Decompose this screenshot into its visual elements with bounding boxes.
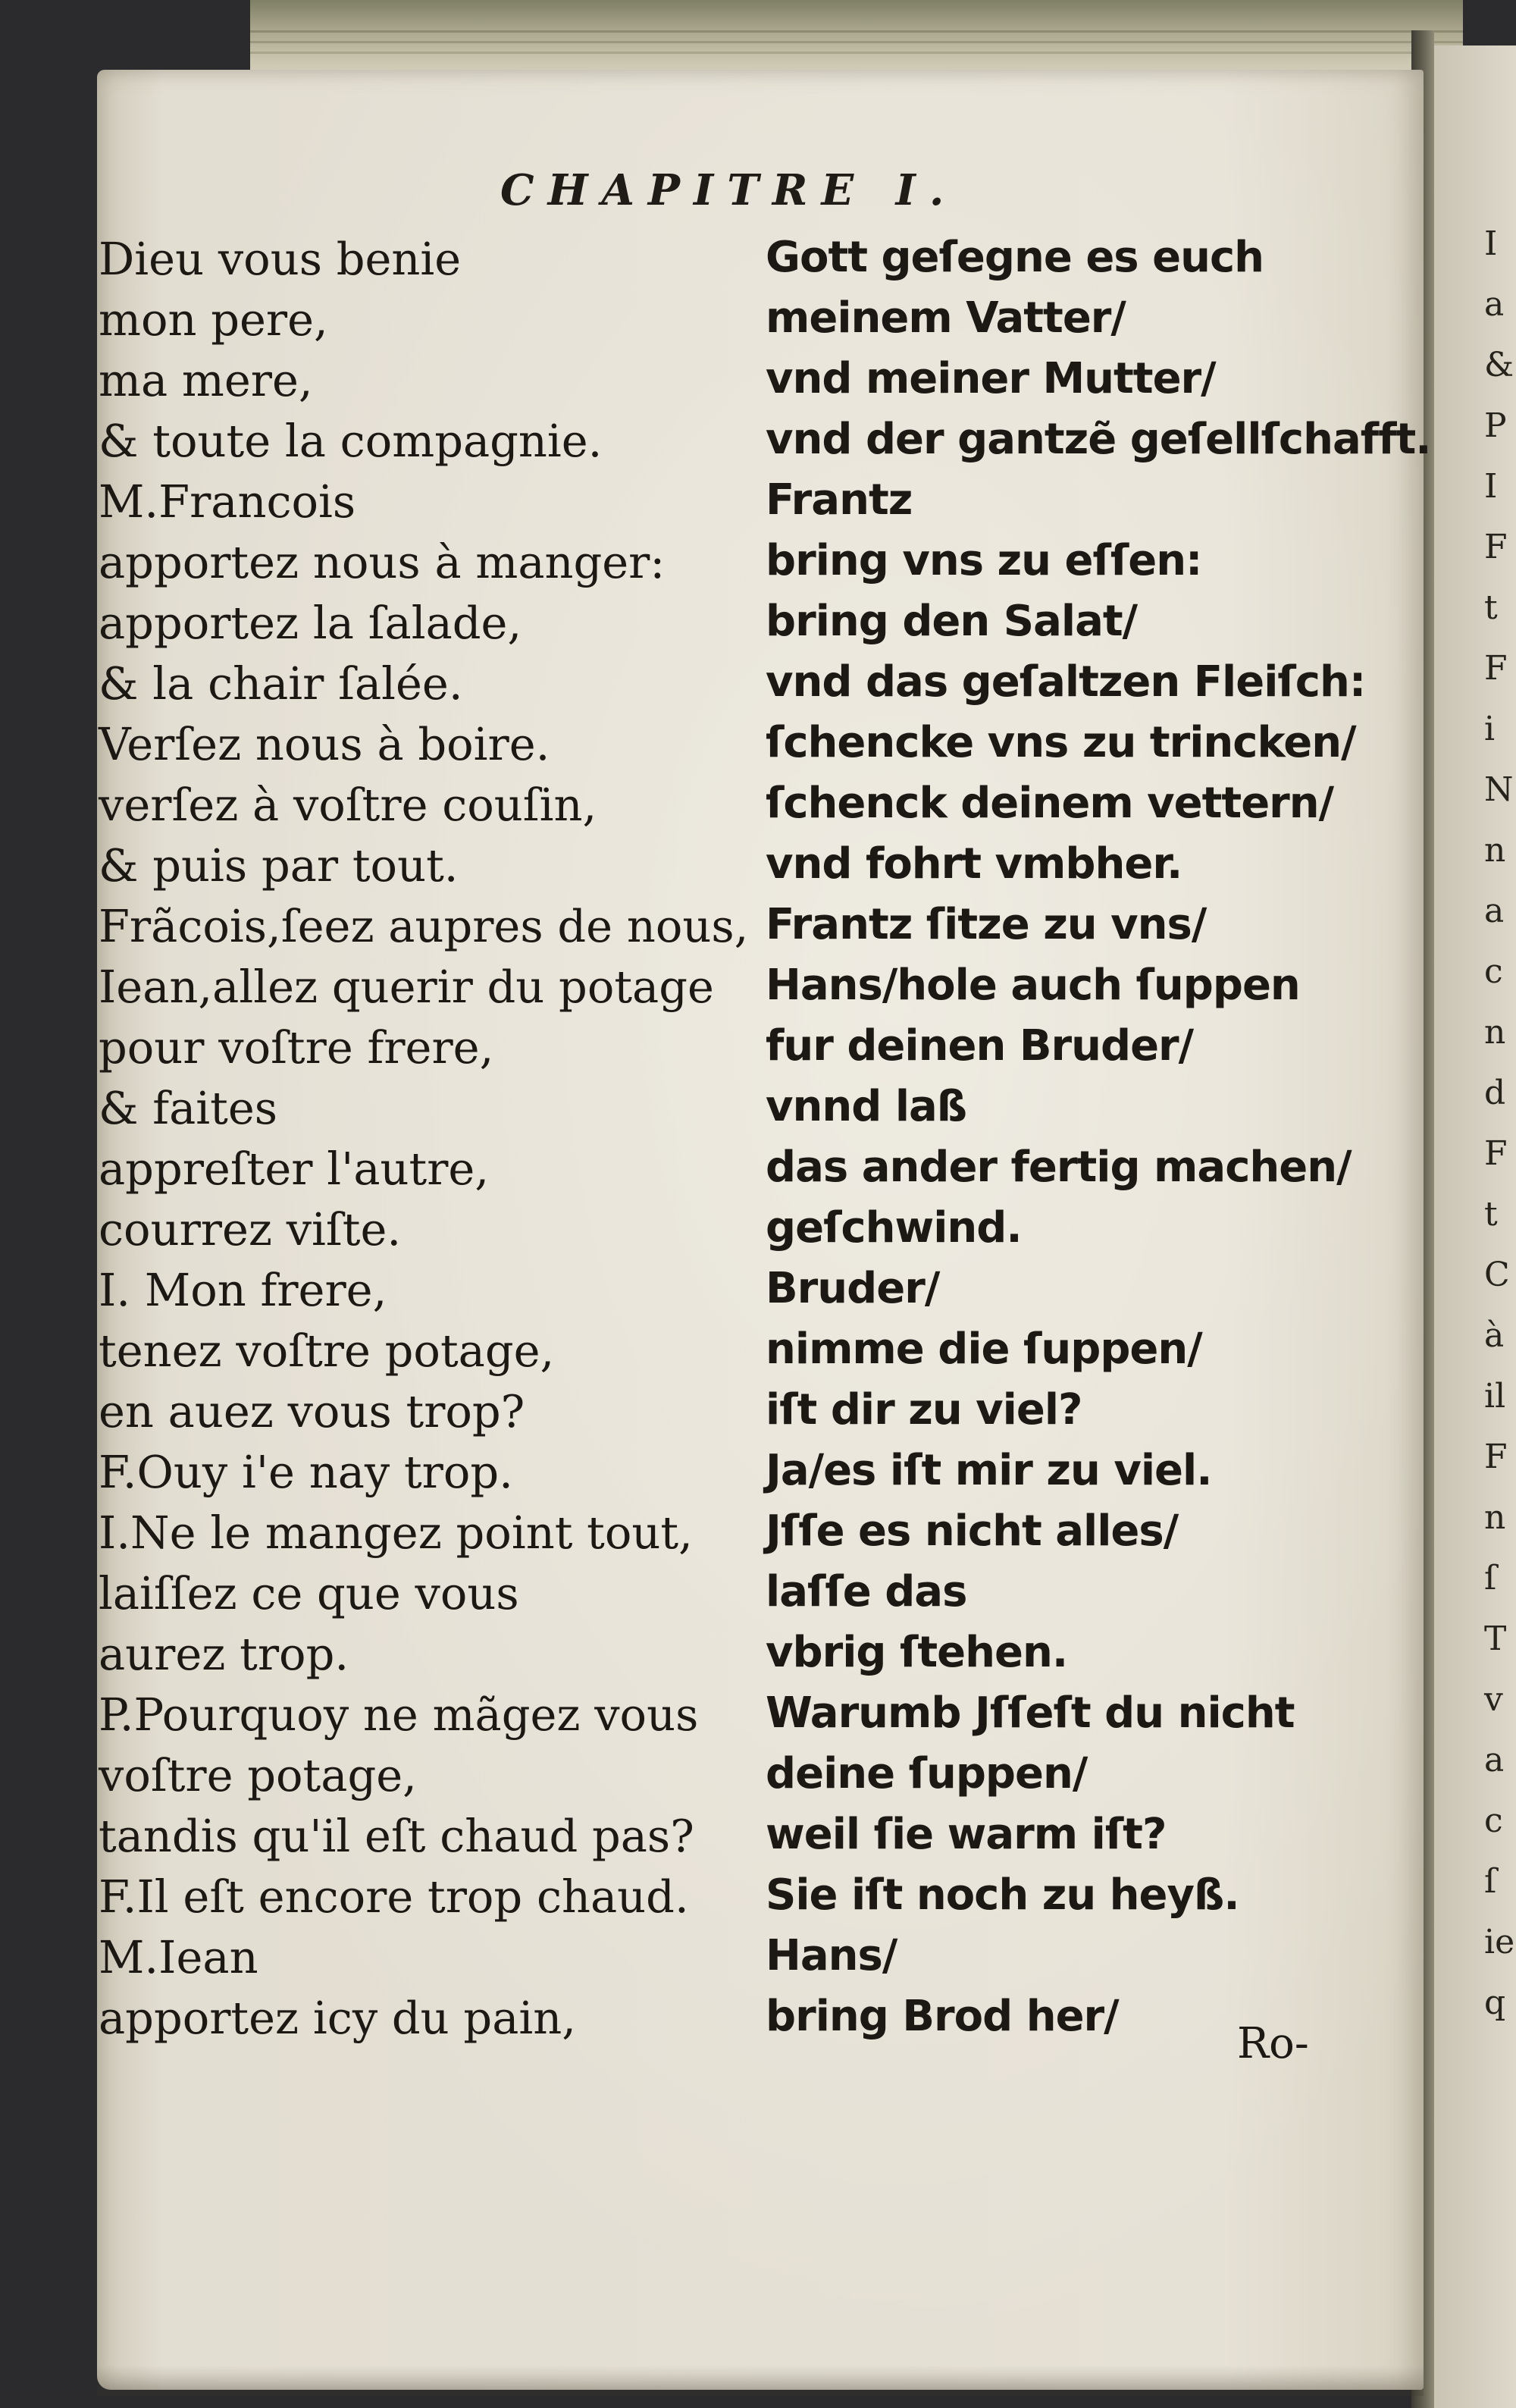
german-line: fur deinen Bruder/ bbox=[766, 1021, 1194, 1071]
right-page-letter: à bbox=[1484, 1316, 1505, 1355]
german-line: Sie iſt noch zu heyß. bbox=[766, 1870, 1239, 1920]
right-page-letter: P bbox=[1484, 406, 1507, 445]
right-page-letter: a bbox=[1484, 285, 1505, 324]
german-line: Frantz bbox=[766, 475, 913, 525]
german-line: bring Brod her/ bbox=[766, 1992, 1119, 2041]
right-page-letter: il bbox=[1484, 1377, 1506, 1416]
right-page-letter: F bbox=[1484, 1134, 1508, 1173]
right-page-letter: F bbox=[1484, 528, 1508, 566]
german-line: weil ſie warm iſt? bbox=[766, 1810, 1167, 1859]
german-line: laſſe das bbox=[766, 1567, 967, 1616]
chapter-heading: CHAPITRE I. bbox=[500, 165, 958, 215]
french-line: pour voſtre frere, bbox=[99, 1021, 494, 1074]
german-line: vnd der gantzẽ geſellſchafft. bbox=[766, 415, 1431, 464]
french-line: laiſſez ce que vous bbox=[99, 1567, 519, 1619]
german-line: vnnd laß bbox=[766, 1082, 967, 1131]
right-facing-page bbox=[1434, 45, 1516, 2408]
german-line: Bruder/ bbox=[766, 1264, 940, 1313]
german-line: iſt dir zu viel? bbox=[766, 1385, 1082, 1434]
right-page-letter: N bbox=[1484, 770, 1514, 809]
german-line: bring vns zu eſſen: bbox=[766, 536, 1202, 585]
french-line: aurez trop. bbox=[99, 1628, 349, 1680]
right-page-letter: t bbox=[1484, 1195, 1498, 1234]
german-line: ſchenck deinem vettern/ bbox=[766, 779, 1334, 828]
right-page-letter: a bbox=[1484, 1741, 1505, 1779]
right-page-letter: d bbox=[1484, 1074, 1506, 1112]
right-page-letter: i bbox=[1484, 710, 1496, 748]
french-line: tandis qu'il eſt chaud pas? bbox=[99, 1810, 694, 1862]
right-page-letter: I bbox=[1484, 467, 1498, 506]
german-line: ſchencke vns zu trincken/ bbox=[766, 718, 1356, 767]
german-line: deine ſuppen/ bbox=[766, 1749, 1088, 1798]
right-page-letter: n bbox=[1484, 1013, 1506, 1052]
german-line: Jſſe es nicht alles/ bbox=[766, 1507, 1179, 1556]
french-line: ma mere, bbox=[99, 354, 313, 406]
german-line: Hans/ bbox=[766, 1931, 897, 1980]
french-line: & toute la compagnie. bbox=[99, 415, 603, 467]
right-page-letter: I bbox=[1484, 224, 1498, 263]
french-line: apportez la ſalade, bbox=[99, 597, 522, 649]
german-line: vnd fohrt vmbher. bbox=[766, 839, 1182, 889]
french-line: mon pere, bbox=[99, 293, 328, 346]
french-line: verſez à voſtre couſin, bbox=[99, 779, 597, 831]
right-page-letter: F bbox=[1484, 1438, 1508, 1476]
german-line: das ander fertig machen/ bbox=[766, 1143, 1352, 1192]
french-line: & faites bbox=[99, 1082, 278, 1134]
right-page-letter: v bbox=[1484, 1680, 1503, 1719]
german-line: Warumb Jſſeſt du nicht bbox=[766, 1688, 1295, 1738]
french-line: F.Ouy i'e nay trop. bbox=[99, 1446, 513, 1498]
german-line: bring den Salat/ bbox=[766, 597, 1138, 646]
french-line: I.Ne le mangez point tout, bbox=[99, 1507, 693, 1559]
right-page-letter: t bbox=[1484, 588, 1498, 627]
german-line: Gott geſegne es euch bbox=[766, 233, 1264, 282]
right-page-letter: T bbox=[1484, 1619, 1507, 1658]
french-line: courrez viſte. bbox=[99, 1203, 402, 1256]
right-page-letter: c bbox=[1484, 1801, 1503, 1840]
german-line: vnd das geſaltzen Fleiſch: bbox=[766, 657, 1366, 707]
french-line: apportez nous à manger: bbox=[99, 536, 666, 588]
german-line: Ja/es iſt mir zu viel. bbox=[766, 1446, 1212, 1495]
german-line: Hans/hole auch ſuppen bbox=[766, 961, 1300, 1010]
right-page-letter: ſ bbox=[1484, 1559, 1497, 1597]
french-line: tenez voſtre potage, bbox=[99, 1325, 555, 1377]
right-page-letter: ſ bbox=[1484, 1862, 1497, 1901]
right-page-letter: q bbox=[1484, 1983, 1506, 2022]
german-line: Frantz ſitze zu vns/ bbox=[766, 900, 1207, 949]
french-line: Iean,allez querir du potage bbox=[99, 961, 714, 1013]
right-page-letter: n bbox=[1484, 1498, 1506, 1537]
french-line: Frãcois,ſeez aupres de nous, bbox=[99, 900, 749, 952]
right-page-letter: F bbox=[1484, 649, 1508, 688]
right-page-letter: C bbox=[1484, 1256, 1510, 1294]
french-line: Dieu vous benie bbox=[99, 233, 462, 285]
german-line: geſchwind. bbox=[766, 1203, 1022, 1253]
french-line: M.Francois bbox=[99, 475, 356, 528]
french-line: Verſez nous à boire. bbox=[99, 718, 550, 770]
french-line: F.Il eſt encore trop chaud. bbox=[99, 1870, 689, 1923]
right-page-letter: ie bbox=[1484, 1923, 1515, 1961]
french-line: en auez vous trop? bbox=[99, 1385, 525, 1438]
french-line: & puis par tout. bbox=[99, 839, 459, 892]
right-page-letter: c bbox=[1484, 952, 1503, 991]
french-line: appreſter l'autre, bbox=[99, 1143, 490, 1195]
right-page-letter: a bbox=[1484, 892, 1505, 930]
german-line: vnd meiner Mutter/ bbox=[766, 354, 1216, 403]
right-page-letter: n bbox=[1484, 831, 1506, 870]
german-line: nimme die ſuppen/ bbox=[766, 1325, 1202, 1374]
french-line: M.Iean bbox=[99, 1931, 258, 1983]
french-line: & la chair ſalée. bbox=[99, 657, 463, 710]
french-line: I. Mon frere, bbox=[99, 1264, 387, 1316]
french-line: voſtre potage, bbox=[99, 1749, 417, 1801]
french-line: P.Pourquoy ne mãgez vous bbox=[99, 1688, 699, 1741]
page-bottom-shadow bbox=[97, 2366, 1424, 2396]
catchword: Ro- bbox=[1237, 2019, 1309, 2068]
german-line: meinem Vatter/ bbox=[766, 293, 1126, 343]
right-page-letter: & bbox=[1484, 346, 1514, 384]
german-line: vbrig ſtehen. bbox=[766, 1628, 1068, 1677]
french-line: apportez icy du pain, bbox=[99, 1992, 576, 2044]
